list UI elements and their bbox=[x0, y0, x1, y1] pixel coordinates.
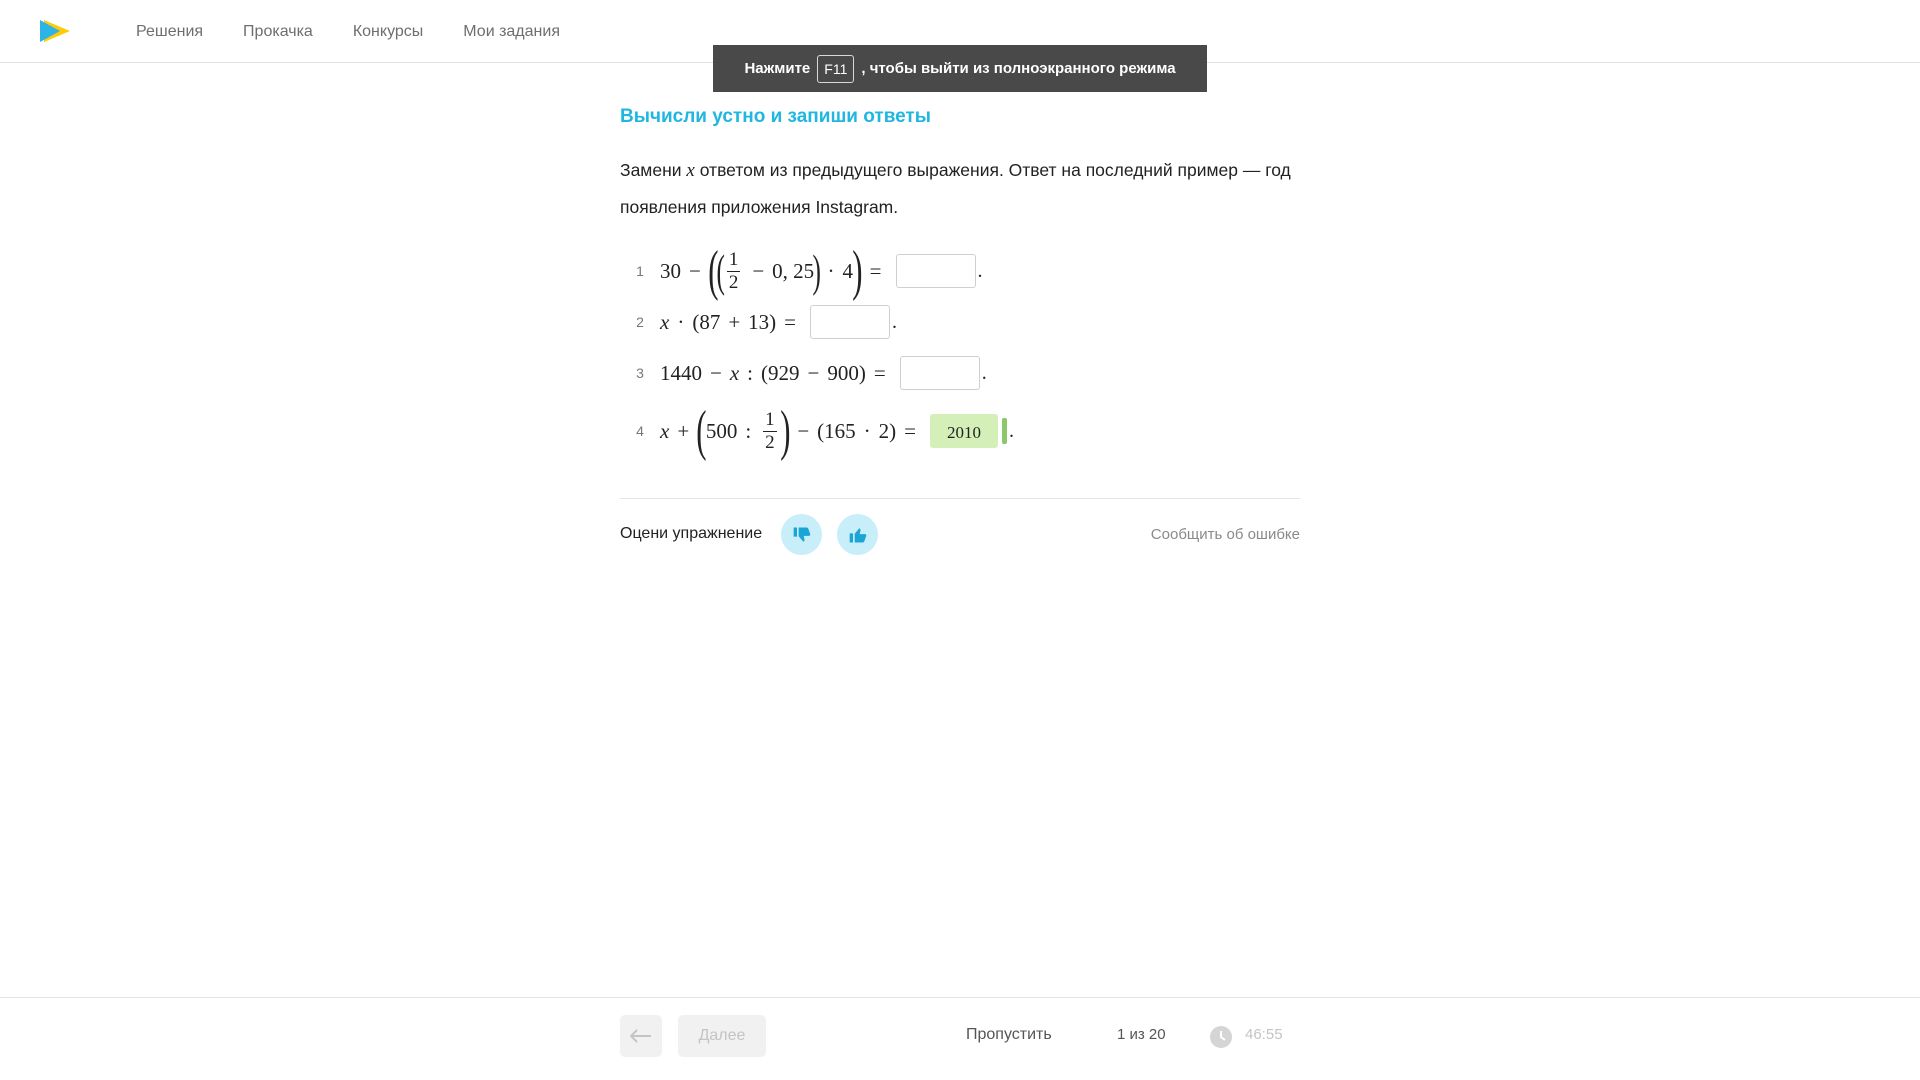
next-button[interactable]: Далее bbox=[678, 1015, 766, 1057]
exercise-expression: 30 − ( ( $\frac{1}{2}$ − 0, 25 ) · 4 ) = bbox=[660, 240, 882, 302]
period: . bbox=[892, 310, 898, 333]
rate-exercise-label: Оцени упражнение bbox=[620, 525, 763, 542]
exercise-number: 3 bbox=[636, 365, 644, 381]
back-button[interactable] bbox=[620, 1015, 662, 1057]
exercise-row bbox=[620, 356, 987, 390]
answer-input-filled[interactable]: 2010 bbox=[930, 414, 998, 448]
thumbs-up-button[interactable] bbox=[837, 514, 878, 555]
exercise-expression: x · (87 + 13) = bbox=[660, 309, 797, 334]
main-nav bbox=[136, 0, 600, 63]
exercise-row bbox=[620, 305, 897, 339]
task-description bbox=[620, 152, 1310, 225]
nav-item-contests[interactable]: Конкурсы bbox=[352, 22, 424, 40]
clock-icon bbox=[1209, 1025, 1233, 1049]
exercise-row bbox=[620, 240, 983, 302]
exercise-number: 2 bbox=[636, 314, 644, 330]
footer-bar bbox=[0, 997, 1920, 1080]
task-text-after: ответом из предыдущего выражения. Ответ на последний пример — год появления приложения Instagram. bbox=[620, 160, 1291, 217]
period: . bbox=[1009, 419, 1015, 442]
thumbs-down-button[interactable] bbox=[781, 514, 822, 555]
logo-icon[interactable] bbox=[40, 18, 76, 44]
report-error-link[interactable]: Сообщить об ошибке bbox=[1150, 526, 1300, 543]
skip-button[interactable]: Пропустить bbox=[966, 1026, 1052, 1043]
period: . bbox=[981, 361, 987, 384]
timer: 46:55 bbox=[1245, 1026, 1283, 1043]
task-title: Вычисли устно и запиши ответы bbox=[620, 106, 931, 127]
thumbs-up-icon bbox=[848, 525, 868, 545]
answer-input[interactable] bbox=[896, 254, 976, 288]
fullscreen-hint-after: , чтобы выйти из полноэкранного режима bbox=[861, 60, 1176, 77]
task-progress: 1 из 20 bbox=[1117, 1026, 1166, 1043]
fullscreen-hint bbox=[713, 45, 1207, 92]
fullscreen-hint-before: Нажмите bbox=[744, 60, 811, 77]
task-text-before: Замени bbox=[620, 160, 682, 180]
fullscreen-key: F11 bbox=[817, 55, 854, 83]
nav-item-solutions[interactable]: Решения bbox=[136, 22, 204, 40]
arrow-left-icon bbox=[630, 1029, 652, 1043]
answer-input[interactable] bbox=[810, 305, 890, 339]
exercise-expression: x + ( 500 : $\frac{1}{2}$ ) − (165 · 2) = bbox=[660, 400, 917, 462]
exercise-row bbox=[620, 400, 1015, 462]
nav-item-training[interactable]: Прокачка bbox=[243, 22, 313, 40]
period: . bbox=[977, 259, 983, 282]
divider bbox=[620, 498, 1300, 499]
nav-item-my-tasks[interactable]: Мои задания bbox=[463, 22, 560, 40]
answer-input[interactable] bbox=[900, 356, 980, 390]
task-variable: x bbox=[686, 160, 695, 181]
correct-answer-marker bbox=[1002, 418, 1007, 444]
thumbs-down-icon bbox=[792, 525, 812, 545]
exercise-number: 1 bbox=[636, 263, 644, 279]
exercise-expression: 1440 − x : (929 − 900) = bbox=[660, 360, 886, 385]
exercise-number: 4 bbox=[636, 423, 644, 439]
